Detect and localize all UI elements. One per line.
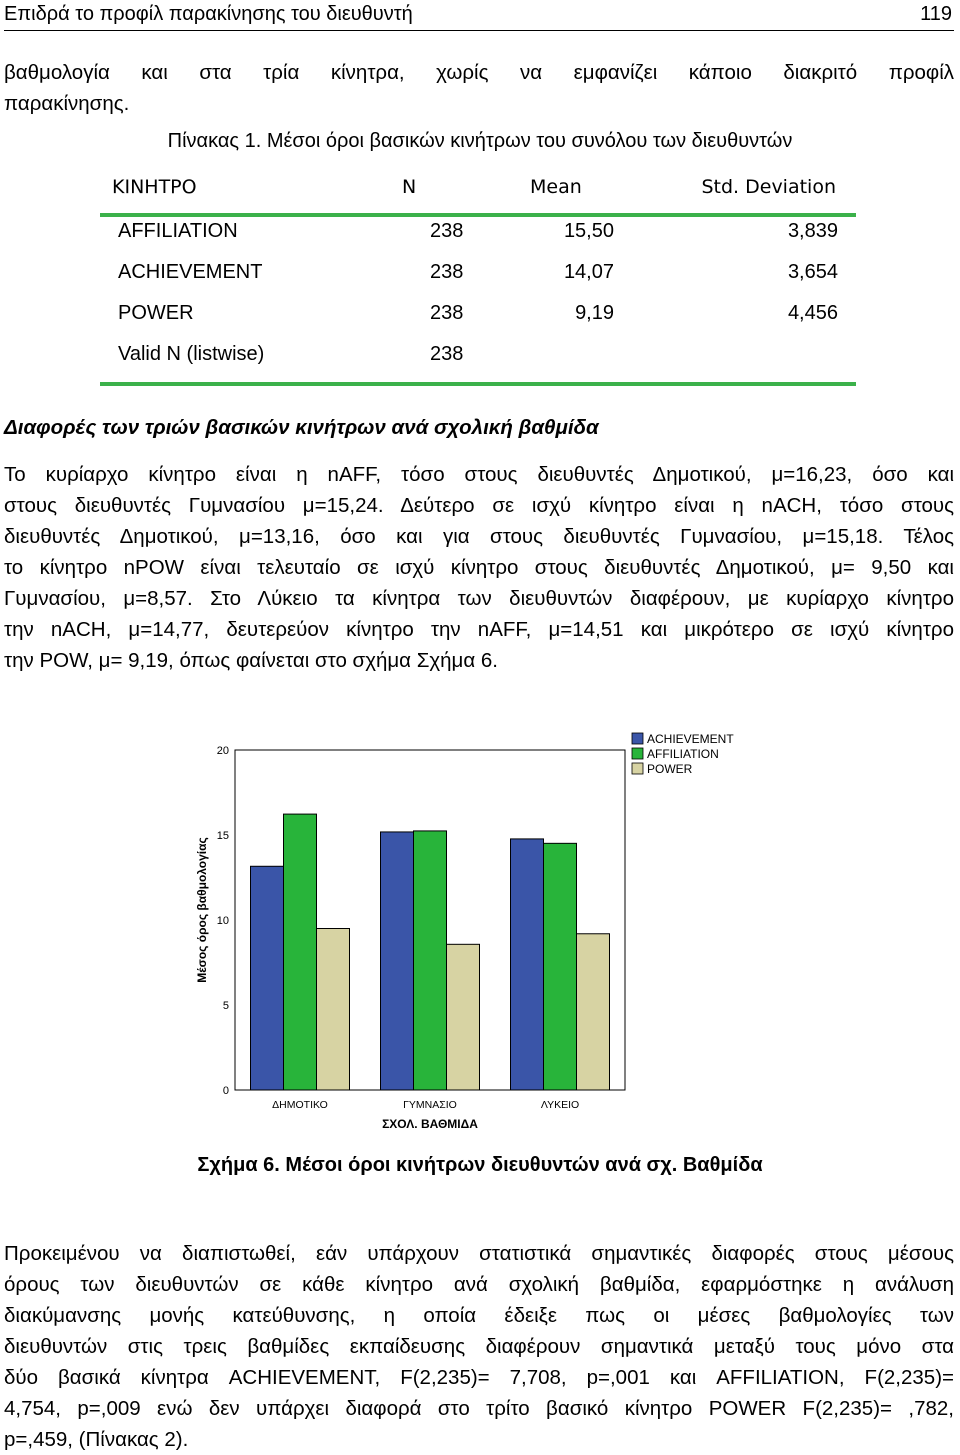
legend-swatch <box>632 748 643 759</box>
body2-line-3: διακύμανσης μονής κατεύθυνσης, η οποία έδειξε πως οι μέσες βαθμολογίες των <box>4 1304 954 1327</box>
bar-power <box>317 929 350 1091</box>
table-cell: AFFILIATION <box>118 220 238 242</box>
body1-line-5: Γυμνασίου, μ=8,57. Στο Λύκειο τα κίνητρα των διευθυντών διαφέρουν, με κυρίαρχο κίνητρο <box>4 587 954 610</box>
running-title: Επιδρά το προφίλ παρακίνησης του διευθυντή <box>4 3 413 25</box>
body1-line-4: το κίνητρο nPOW είναι τελευταίο σε ισχύ κίνητρο στους διευθυντές Δημοτικού, μ= 9,50 και <box>4 556 954 579</box>
body2-line-7: p=,459, (Πίνακας 2). <box>4 1428 189 1451</box>
bar-affiliation <box>544 843 577 1090</box>
y-axis-label: Μέσος όρος βαθμολογίας <box>195 837 209 983</box>
table-cell: 4,456 <box>787 302 838 324</box>
body1-line-7: την POW, μ= 9,19, όπως φαίνεται στο σχήμα Σχήμα 6. <box>4 649 499 672</box>
table-caption: Πίνακας 1. Μέσοι όροι βασικών κινήτρων του συνόλου των διευθυντών <box>167 130 793 152</box>
table-header-mean: Mean <box>530 176 582 198</box>
x-tick-label: ΔΗΜΟΤΙΚΟ <box>272 1099 328 1111</box>
bar-achievement <box>381 832 414 1090</box>
bar-achievement <box>251 866 284 1090</box>
x-tick-label: ΓΥΜΝΑΣΙΟ <box>403 1099 457 1111</box>
table-header-sd: Std. Deviation <box>701 176 836 198</box>
intro-line-2: παρακίνησης. <box>4 92 130 115</box>
body2-line-5: δύο βασικά κίνητρα ACHIEVEMENT, F(2,235)= 7,708, p=,001 και AFFILIATION, F(2,235)= <box>4 1366 954 1389</box>
x-axis-label: ΣΧΟΛ. ΒΑΘΜΙΔΑ <box>382 1117 478 1131</box>
table-bottom-rule <box>100 382 856 386</box>
page-number: 119 <box>920 3 952 25</box>
table-cell: 15,50 <box>563 220 614 242</box>
legend-label: POWER <box>647 762 693 776</box>
body1-line-6: την nACH, μ=14,77, δευτερεύον κίνητρο την nAFF, μ=14,51 και μικρότερο σε ισχύ κίνητρο <box>4 618 954 641</box>
table-cell: 3,839 <box>787 220 838 242</box>
bar-affiliation <box>284 814 317 1090</box>
motives-bar-chart <box>0 725 960 1145</box>
section-heading: Διαφορές των τριών βασικών κινήτρων ανά σχολική βαθμίδα <box>4 416 599 439</box>
body1-line-3: διευθυντές Δημοτικού, μ=13,16, όσο και για στους διευθυντές Γυμνασίου, μ=15,18. Τέλος <box>4 525 954 548</box>
page-header <box>4 0 954 31</box>
table-cell: 3,654 <box>787 261 838 283</box>
y-tick-label: 15 <box>216 830 229 842</box>
bar-achievement <box>511 839 544 1090</box>
table-cell: POWER <box>118 302 194 324</box>
table-cell: ACHIEVEMENT <box>118 261 263 283</box>
body1-line-1: Το κυρίαρχο κίνητρο είναι η nAFF, τόσο στους διευθυντές Δημοτικού, μ=16,23, όσο και <box>4 463 954 486</box>
body2-line-6: 4,754, p=,009 ενώ δεν υπάρχει διαφορά στο τρίτο βασικό κίνητρο POWER F(2,235)= ,782, <box>4 1397 954 1420</box>
table-cell: Valid N (listwise) <box>118 343 265 365</box>
bar-power <box>447 944 480 1090</box>
bar-affiliation <box>414 831 447 1090</box>
body2-line-1: Προκειμένου να διαπιστωθεί, εάν υπάρχουν στατιστικά σημαντικές διαφορές στους μέσους <box>4 1242 954 1265</box>
y-tick-label: 0 <box>222 1085 229 1097</box>
body2-line-4: διευθυντών στις τρεις βαθμίδες εκπαίδευσης διαφέρουν σημαντικά μεταξύ τους μόνο στα <box>4 1335 954 1358</box>
y-tick-label: 10 <box>216 915 229 927</box>
table-header-n: N <box>402 176 417 198</box>
means-table <box>100 168 856 388</box>
table-cell: 14,07 <box>563 261 614 283</box>
intro-line-1: βαθμολογία και στα τρία κίνητρα, χωρίς να εμφανίζει κάποιο διακριτό προφίλ <box>4 61 954 84</box>
table-header-motive: ΚΙΝΗΤΡΟ <box>112 176 197 198</box>
table-cell: 238 <box>430 261 464 283</box>
table-cell: 238 <box>430 220 464 242</box>
table-top-rule <box>100 213 856 217</box>
figure-caption: Σχήμα 6. Μέσοι όροι κινήτρων διευθυντών ανά σχ. Βαθμίδα <box>197 1154 763 1176</box>
body1-line-2: στους διευθυντές Γυμνασίου μ=15,24. Δεύτερο σε ισχύ κίνητρο είναι η nACH, τόσο στους <box>4 494 954 517</box>
y-tick-label: 20 <box>216 745 229 757</box>
legend-label: AFFILIATION <box>647 747 719 761</box>
legend-swatch <box>632 733 643 744</box>
x-tick-label: ΛΥΚΕΙΟ <box>540 1099 580 1111</box>
table-cell: 238 <box>430 302 464 324</box>
bar-power <box>577 934 610 1090</box>
y-tick-label: 5 <box>222 1000 229 1012</box>
table-cell: 9,19 <box>575 302 614 324</box>
table-cell: 238 <box>430 343 464 365</box>
body2-line-2: όρους των διευθυντών σε κάθε κίνητρο ανά σχολική βαθμίδα, εφαρμόστηκε η ανάλυση <box>4 1273 954 1296</box>
legend-label: ACHIEVEMENT <box>647 732 734 746</box>
legend-swatch <box>632 763 643 774</box>
